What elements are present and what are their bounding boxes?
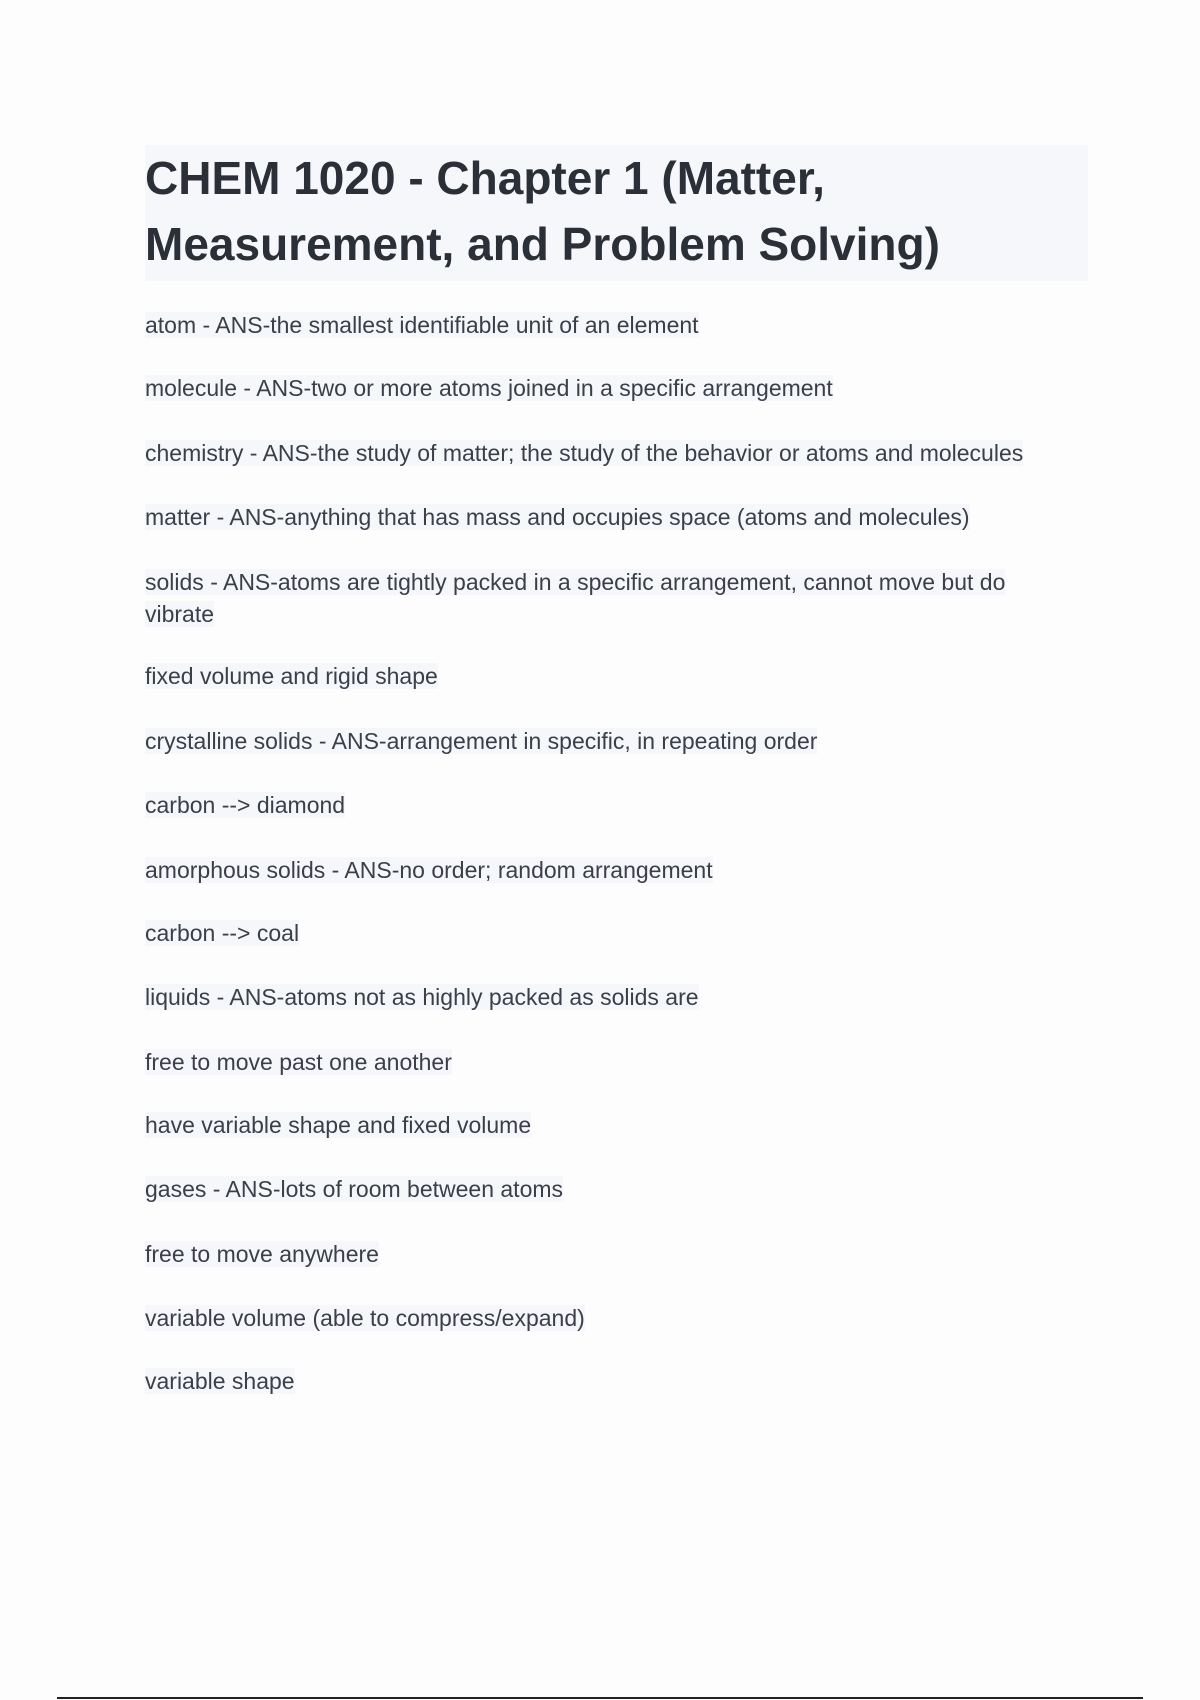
entry-line: free to move past one another bbox=[145, 1049, 452, 1075]
entry-line: liquids - ANS-atoms not as highly packed as solids are bbox=[145, 984, 699, 1010]
entry-line: solids - ANS-atoms are tightly packed in a specific arrangement, cannot move but do vibrate bbox=[145, 569, 1006, 627]
title-block bbox=[145, 145, 1088, 281]
entry-line: free to move anywhere bbox=[145, 1241, 379, 1267]
entry-line: matter - ANS-anything that has mass and occupies space (atoms and molecules) bbox=[145, 504, 970, 530]
entry-line: crystalline solids - ANS-arrangement in specific, in repeating order bbox=[145, 728, 818, 754]
entry-line: variable volume (able to compress/expand) bbox=[145, 1305, 585, 1331]
entry-line: amorphous solids - ANS-no order; random arrangement bbox=[145, 857, 713, 883]
entry-line: chemistry - ANS-the study of matter; the study of the behavior or atoms and molecules bbox=[145, 440, 1024, 466]
entry-line: variable shape bbox=[145, 1368, 295, 1394]
entry-line: molecule - ANS-two or more atoms joined in a specific arrangement bbox=[145, 375, 833, 401]
entry-line: atom - ANS-the smallest identifiable unit of an element bbox=[145, 312, 699, 338]
entry-line: gases - ANS-lots of room between atoms bbox=[145, 1176, 564, 1202]
entry-line: carbon --> diamond bbox=[145, 792, 346, 818]
document-title: CHEM 1020 - Chapter 1 (Matter, Measurement, and Problem Solving) bbox=[145, 152, 940, 270]
entry-line: carbon --> coal bbox=[145, 920, 300, 946]
entry-line: fixed volume and rigid shape bbox=[145, 663, 438, 689]
entry-line: have variable shape and fixed volume bbox=[145, 1112, 532, 1138]
footer-divider bbox=[57, 1697, 1143, 1699]
